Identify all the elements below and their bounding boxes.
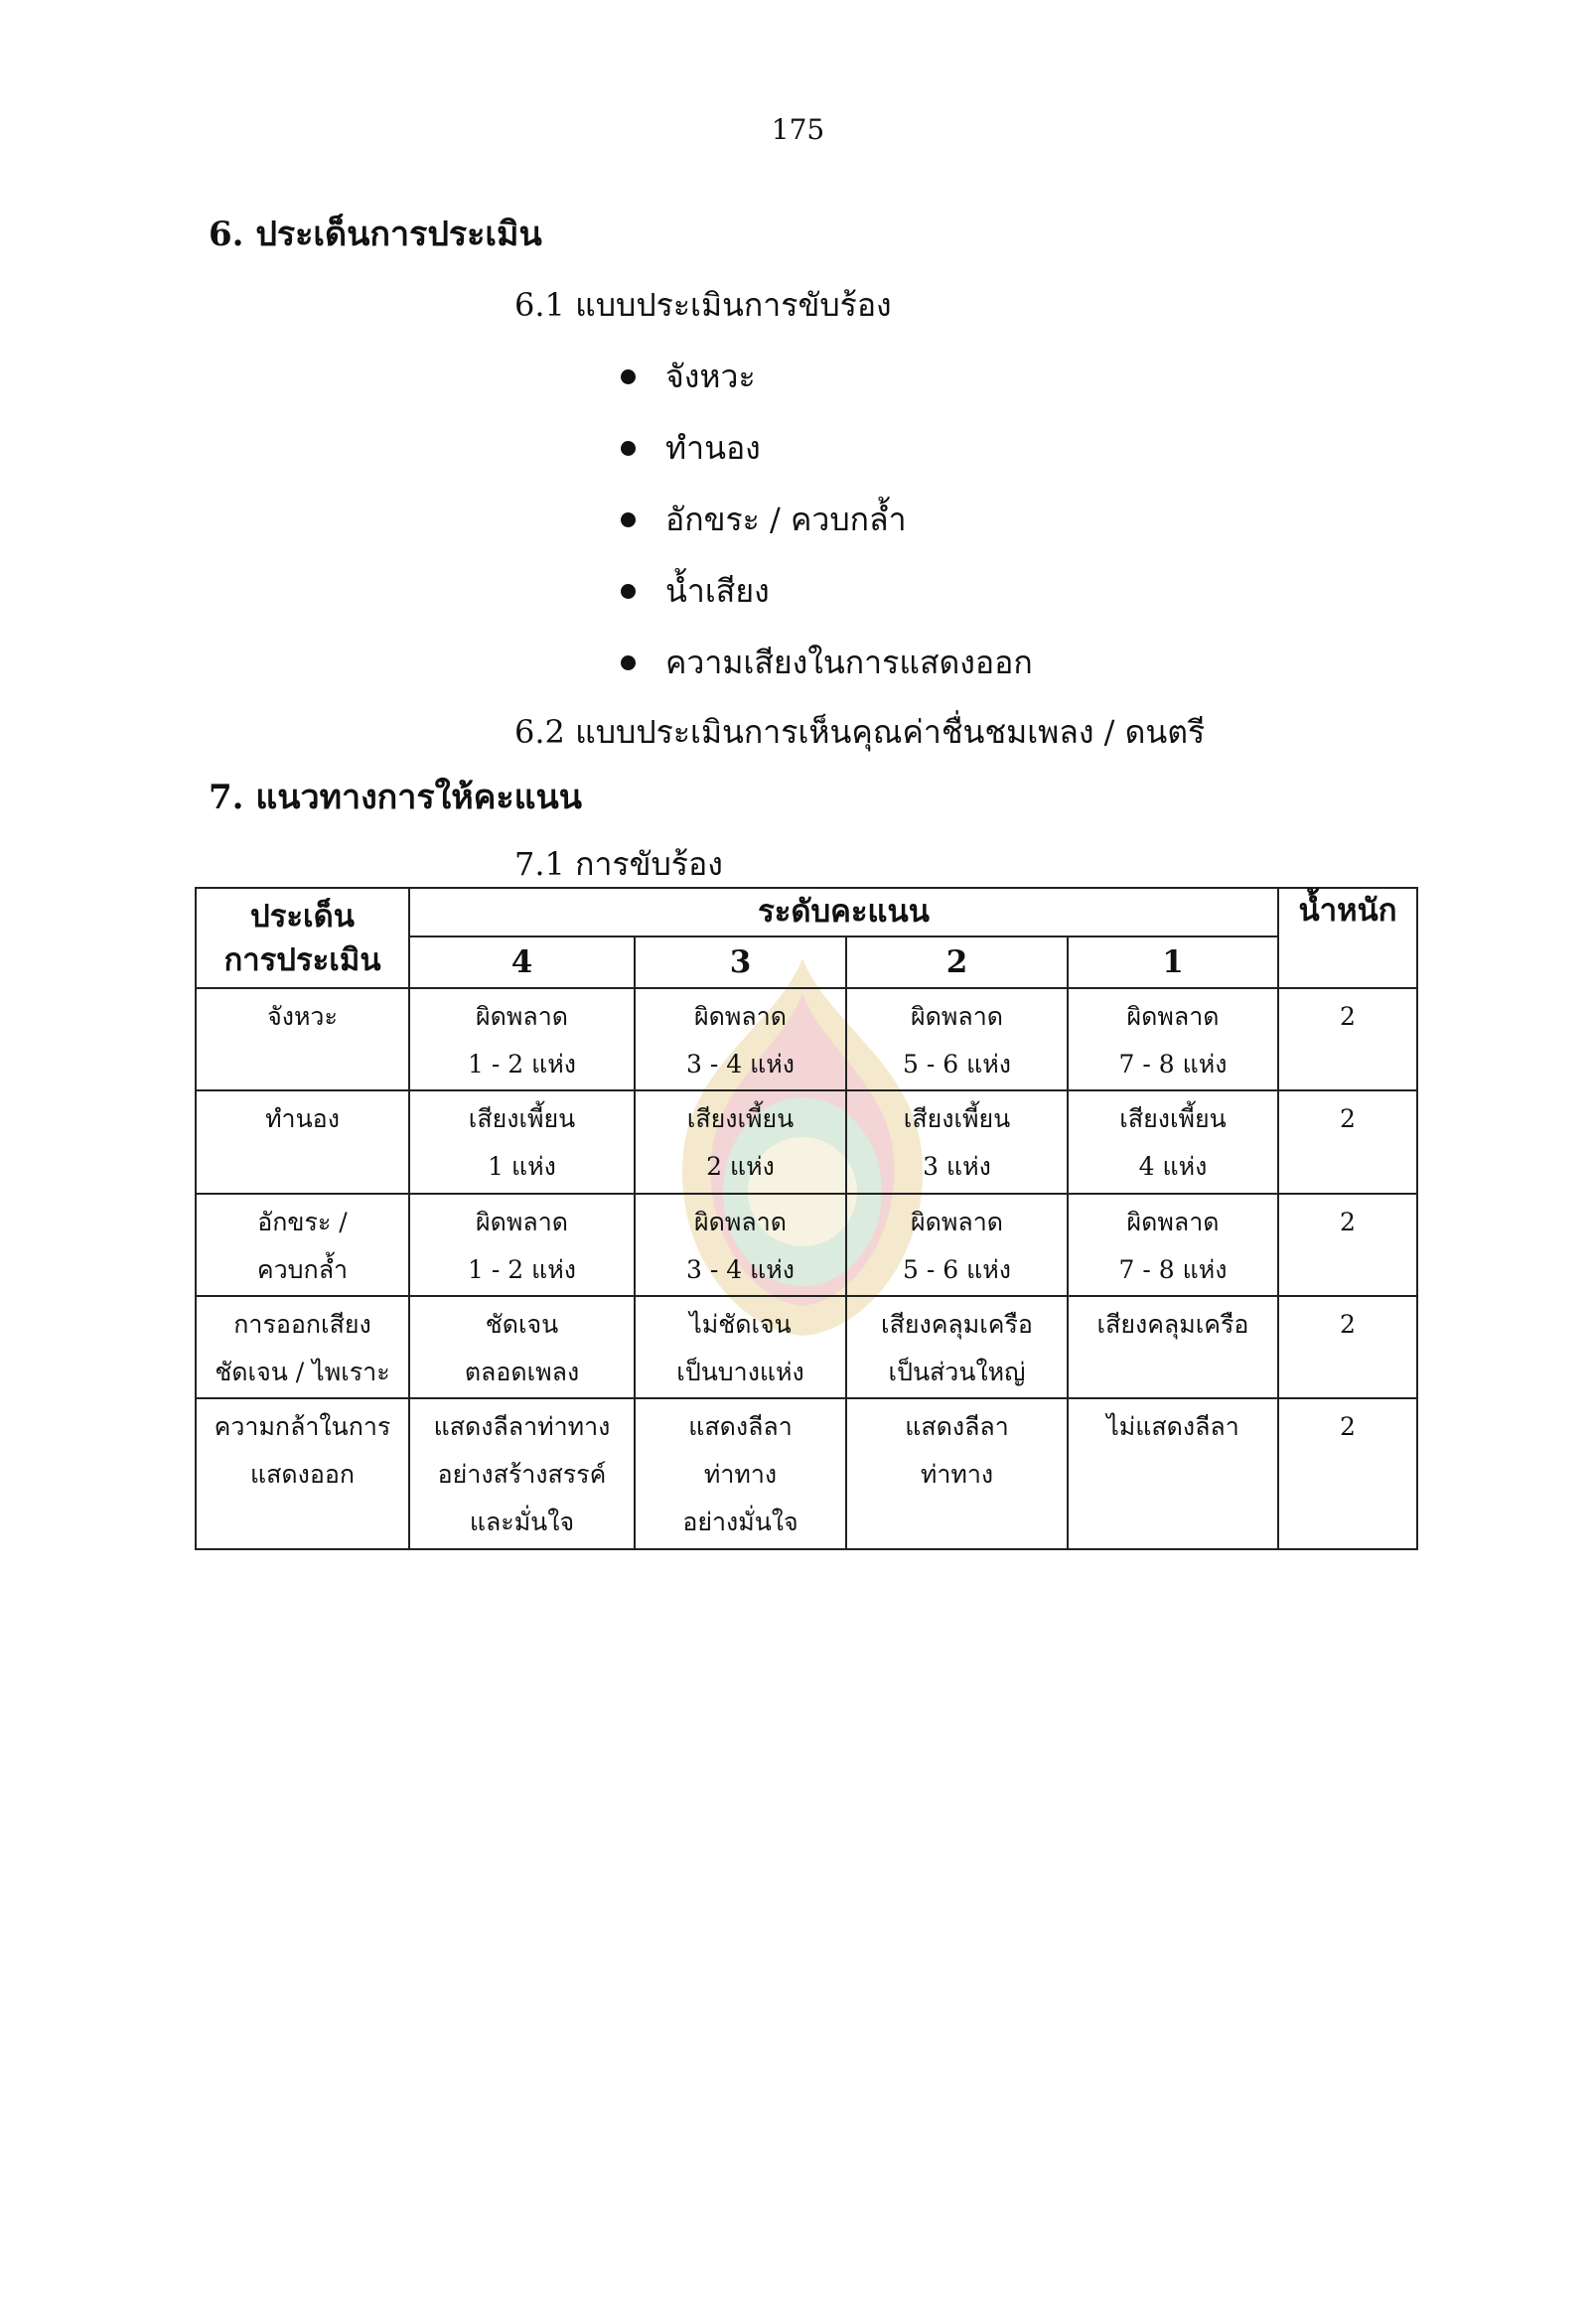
weight-cell: 2 [1278, 988, 1417, 1090]
table-row [196, 1398, 1417, 1549]
score-cell: ไม่ชัดเจน เป็นบางแห่ง [635, 1296, 846, 1398]
issue-cell: การออกเสียง ชัดเจน / ไพเราะ [196, 1296, 409, 1398]
header-issue: ประเด็น การประเมิน [196, 888, 409, 988]
header-level-4: 4 [409, 936, 635, 989]
score-cell: ชัดเจน ตลอดเพลง [409, 1296, 635, 1398]
score-cell: เสียงเพี้ยน 2 แห่ง [635, 1090, 846, 1193]
table-row [196, 1296, 1417, 1398]
score-cell: ไม่แสดงลีลา [1068, 1398, 1278, 1549]
bullet-item [621, 638, 1033, 688]
score-cell: เสียงเพี้ยน 1 แห่ง [409, 1090, 635, 1193]
bullet-dot-icon [621, 655, 636, 670]
score-cell: ผิดพลาด 7 - 8 แห่ง [1068, 1194, 1278, 1296]
header-weight: น้ำหนัก [1278, 888, 1417, 988]
score-cell: ผิดพลาด 1 - 2 แห่ง [409, 988, 635, 1090]
bullet-item [621, 566, 770, 617]
table-row [196, 988, 1417, 1090]
header-score-level: ระดับคะแนน [409, 888, 1278, 936]
issue-cell: ทำนอง [196, 1090, 409, 1193]
issue-cell: จังหวะ [196, 988, 409, 1090]
bullet-dot-icon [621, 584, 636, 599]
bullet-item [621, 352, 756, 402]
table-row [196, 1090, 1417, 1193]
weight-cell: 2 [1278, 1398, 1417, 1549]
weight-cell: 2 [1278, 1194, 1417, 1296]
weight-cell: 2 [1278, 1090, 1417, 1193]
score-cell: เสียงเพี้ยน 3 แห่ง [846, 1090, 1068, 1193]
score-cell: แสดงลีลา ท่าทาง [846, 1398, 1068, 1549]
subsection-6-2: 6.2 แบบประเมินการเห็นคุณค่าชื่นชมเพลง / ดนตรี [514, 713, 1206, 751]
score-cell: แสดงลีลาท่าทาง อย่างสร้างสรรค์ และมั่นใจ [409, 1398, 635, 1549]
subsection-6-1: 6.1 แบบประเมินการขับร้อง [514, 286, 892, 324]
bullet-item [621, 423, 761, 474]
section-7-heading: 7. แนวทางการให้คะแนน [209, 778, 583, 817]
header-level-1: 1 [1068, 936, 1278, 989]
section-6-heading: 6. ประเด็นการประเมิน [209, 215, 542, 254]
score-cell: ผิดพลาด 7 - 8 แห่ง [1068, 988, 1278, 1090]
subsection-7-1: 7.1 การขับร้อง [514, 845, 723, 883]
score-cell: ผิดพลาด 5 - 6 แห่ง [846, 1194, 1068, 1296]
bullet-text: อักขระ / ควบกล้ำ [665, 501, 907, 538]
header-level-2: 2 [846, 936, 1068, 989]
bullet-dot-icon [621, 369, 636, 384]
score-cell: แสดงลีลา ท่าทาง อย่างมั่นใจ [635, 1398, 846, 1549]
score-cell: เสียงคลุมเครือ เป็นส่วนใหญ่ [846, 1296, 1068, 1398]
score-cell: ผิดพลาด 1 - 2 แห่ง [409, 1194, 635, 1296]
score-cell: ผิดพลาด 3 - 4 แห่ง [635, 1194, 846, 1296]
bullet-dot-icon [621, 512, 636, 527]
score-cell: ผิดพลาด 3 - 4 แห่ง [635, 988, 846, 1090]
issue-cell: ความกล้าในการ แสดงออก [196, 1398, 409, 1549]
score-cell: ผิดพลาด 5 - 6 แห่ง [846, 988, 1068, 1090]
weight-cell: 2 [1278, 1296, 1417, 1398]
bullet-dot-icon [621, 441, 636, 456]
issue-cell: อักขระ / ควบกล้ำ [196, 1194, 409, 1296]
header-level-3: 3 [635, 936, 846, 989]
bullet-text: น้ำเสียง [665, 572, 770, 610]
score-cell: เสียงเพี้ยน 4 แห่ง [1068, 1090, 1278, 1193]
bullet-text: ความเสียงในการแสดงออก [665, 644, 1033, 681]
bullet-text: จังหวะ [665, 358, 756, 395]
scoring-rubric-table [195, 887, 1418, 1550]
bullet-text: ทำนอง [665, 429, 761, 467]
table-row [196, 1194, 1417, 1296]
score-cell: เสียงคลุมเครือ [1068, 1296, 1278, 1398]
bullet-item [621, 495, 907, 545]
page-number: 175 [771, 113, 825, 146]
